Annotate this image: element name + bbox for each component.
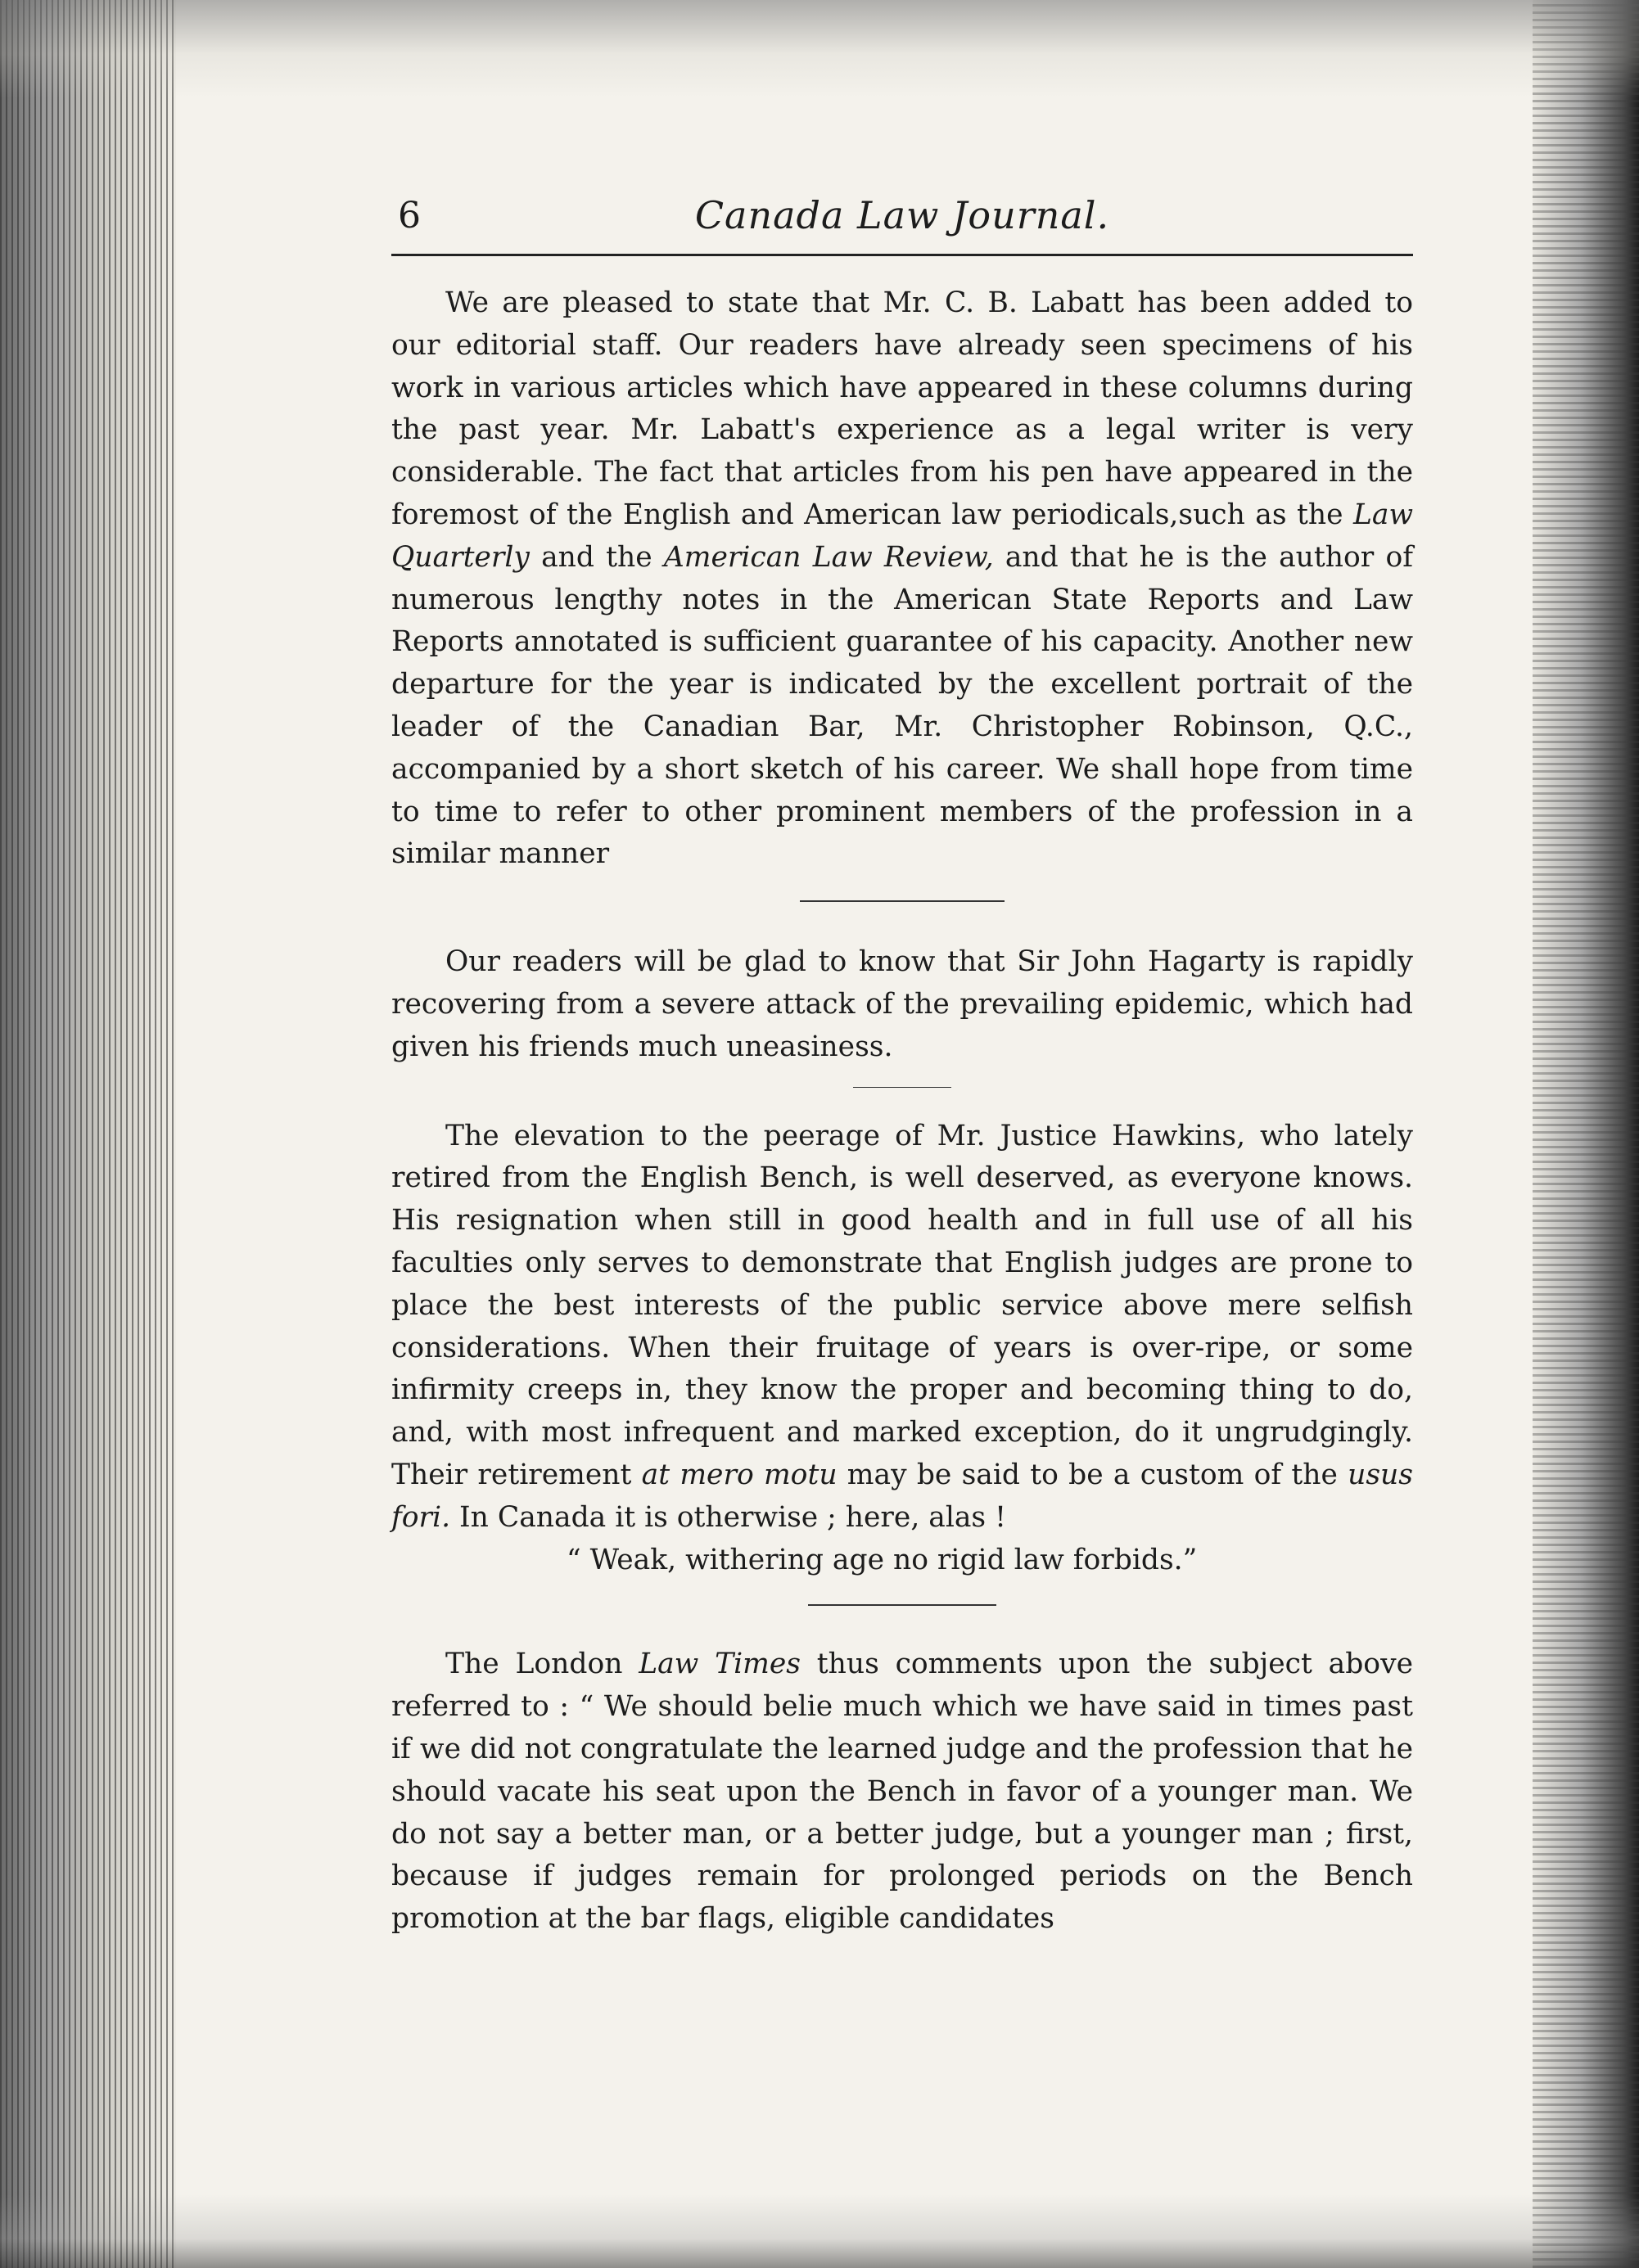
paragraph-text: We are pleased to state that Mr. C. B. Labatt has been added to our editorial staff. Our readers have already seen specimens of his work in various articles which have appeared in these columns during the past year. Mr. Labatt's experience as a legal writer is very considerable. The fact that articles from his pen have appeared in the foremost of the English and American law periodicals,such as the <box>391 286 1413 531</box>
journal-title: Canada Law Journal. <box>694 193 1110 237</box>
section-divider <box>800 900 1005 902</box>
scan-shadow-right <box>1533 0 1639 2268</box>
running-head <box>391 190 1413 250</box>
paragraph-text: thus comments upon the subject above referred to : “ We should belie much which we have said in times past if we did not congratulate the learned judge and the profession that he should vacate his seat upon the Bench in favor of a younger man. We do not say a better man, or a better judge, but a younger man ; first, because if judges remain for prolonged periods on the Bench promotion at the bar flags, eligible candidates <box>391 1648 1413 1936</box>
paragraph-text: The elevation to the peerage of Mr. Justice Hawkins, who lately retired from the English Bench, is well deserved, as everyone knows. His resignation when still in good health and in full use of all his faculties only serves to demonstrate that English judges are prone to place the best interests of the public service above mere selfish considerations. When their fruitage of years is over-ripe, or some infirmity creeps in, they know the proper and becoming thing to do, and, with most infrequent and marked exception, do it ungrudgingly. Their retirement <box>391 1119 1413 1491</box>
latin-phrase: usus fori. <box>391 1458 1413 1534</box>
periodical-title: American Law Review, <box>663 540 994 574</box>
paragraph-hawkins <box>391 1116 1413 1540</box>
verse-quote: “ Weak, withering age no rigid law forbids.” <box>567 1543 1198 1576</box>
paragraph-hagarty: Our readers will be glad to know that Sir John Hagarty is rapidly recovering from a severe attack of the prevailing epidemic, which had given his friends much uneasiness. <box>391 945 1413 1063</box>
journal-page <box>391 190 1413 1941</box>
scan-shadow-top <box>0 0 1639 98</box>
paragraph-text: In Canada it is otherwise ; here, alas ! <box>450 1500 1006 1534</box>
page-number: 6 <box>398 195 421 237</box>
paragraph-text: may be said to be a custom of the <box>837 1458 1348 1491</box>
paragraph-labatt <box>391 282 1413 876</box>
scan-shadow-bottom <box>0 2194 1639 2268</box>
scan-shadow-left <box>0 0 176 2268</box>
paragraph-law-times <box>391 1644 1413 1941</box>
section-divider <box>853 1087 951 1088</box>
latin-phrase: at mero motu <box>641 1458 838 1491</box>
periodical-title: Law Times <box>639 1648 801 1681</box>
paragraph-text: The London <box>445 1648 639 1681</box>
header-rule <box>391 254 1413 256</box>
periodical-title: Law Quarterly <box>391 498 1413 574</box>
section-divider <box>808 1604 996 1606</box>
paragraph-text: and the <box>529 540 664 574</box>
paragraph-text: and that he is the author of numerous lengthy notes in the American State Reports and Law Reports annotated is sufficient guarantee of his capacity. Another new departure for the year is indicated by the excellent portrait of the leader of the Canadian Bar, Mr. Christopher Robinson, Q.C., accompanied by a short sketch of his career. We shall hope from time to time to refer to other prominent members of the profession in a similar manner <box>391 540 1413 871</box>
